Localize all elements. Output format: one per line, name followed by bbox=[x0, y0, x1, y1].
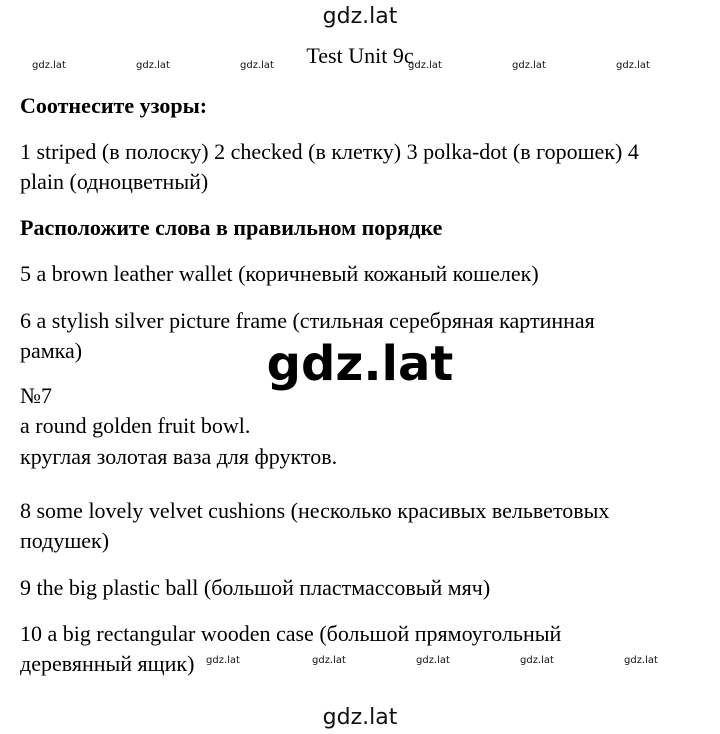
small-watermark: gdz.lat bbox=[520, 655, 554, 666]
item-9: 9 the big plastic ball (большой пластмассовый мяч) bbox=[20, 575, 491, 600]
item-6-line-1: 6 a stylish silver picture frame (стильная серебряная картинная bbox=[20, 308, 595, 333]
header-site-name: gdz.lat bbox=[322, 4, 398, 29]
center-watermark: gdz.lat bbox=[266, 336, 454, 392]
small-watermark: gdz.lat bbox=[408, 60, 442, 71]
small-watermark: gdz.lat bbox=[240, 60, 274, 71]
small-watermark: gdz.lat bbox=[312, 655, 346, 666]
item-6-line-2: рамка) bbox=[20, 338, 83, 363]
small-watermark: gdz.lat bbox=[136, 60, 170, 71]
item-8-line-1: 8 some lovely velvet cushions (несколько красивых вельветовых bbox=[20, 498, 610, 523]
small-watermark: gdz.lat bbox=[624, 655, 658, 666]
item-7-number: №7 bbox=[20, 383, 52, 408]
item-8-line-2: подушек) bbox=[20, 528, 110, 553]
small-watermark: gdz.lat bbox=[32, 60, 66, 71]
small-watermark: gdz.lat bbox=[416, 655, 450, 666]
item-10-line-2: деревянный ящик) bbox=[20, 651, 195, 676]
item-7-english: a round golden fruit bowl. bbox=[20, 413, 251, 438]
heading-word-order: Расположите слова в правильном порядке bbox=[20, 215, 443, 240]
small-watermark: gdz.lat bbox=[616, 60, 650, 71]
patterns-line-1: 1 striped (в полоску) 2 checked (в клетку) 3 polka-dot (в горошек) 4 bbox=[20, 139, 639, 164]
patterns-line-2: plain (одноцветный) bbox=[20, 169, 209, 194]
item-5: 5 a brown leather wallet (коричневый кожаный кошелек) bbox=[20, 261, 539, 286]
small-watermark: gdz.lat bbox=[512, 60, 546, 71]
footer-site-name: gdz.lat bbox=[322, 705, 398, 730]
page-title: Test Unit 9c bbox=[306, 43, 414, 68]
item-7-russian: круглая золотая ваза для фруктов. bbox=[20, 444, 338, 469]
item-10-line-1: 10 a big rectangular wooden case (большой прямоугольный bbox=[20, 621, 562, 646]
heading-match-patterns: Соотнесите узоры: bbox=[20, 93, 208, 118]
small-watermark: gdz.lat bbox=[206, 655, 240, 666]
